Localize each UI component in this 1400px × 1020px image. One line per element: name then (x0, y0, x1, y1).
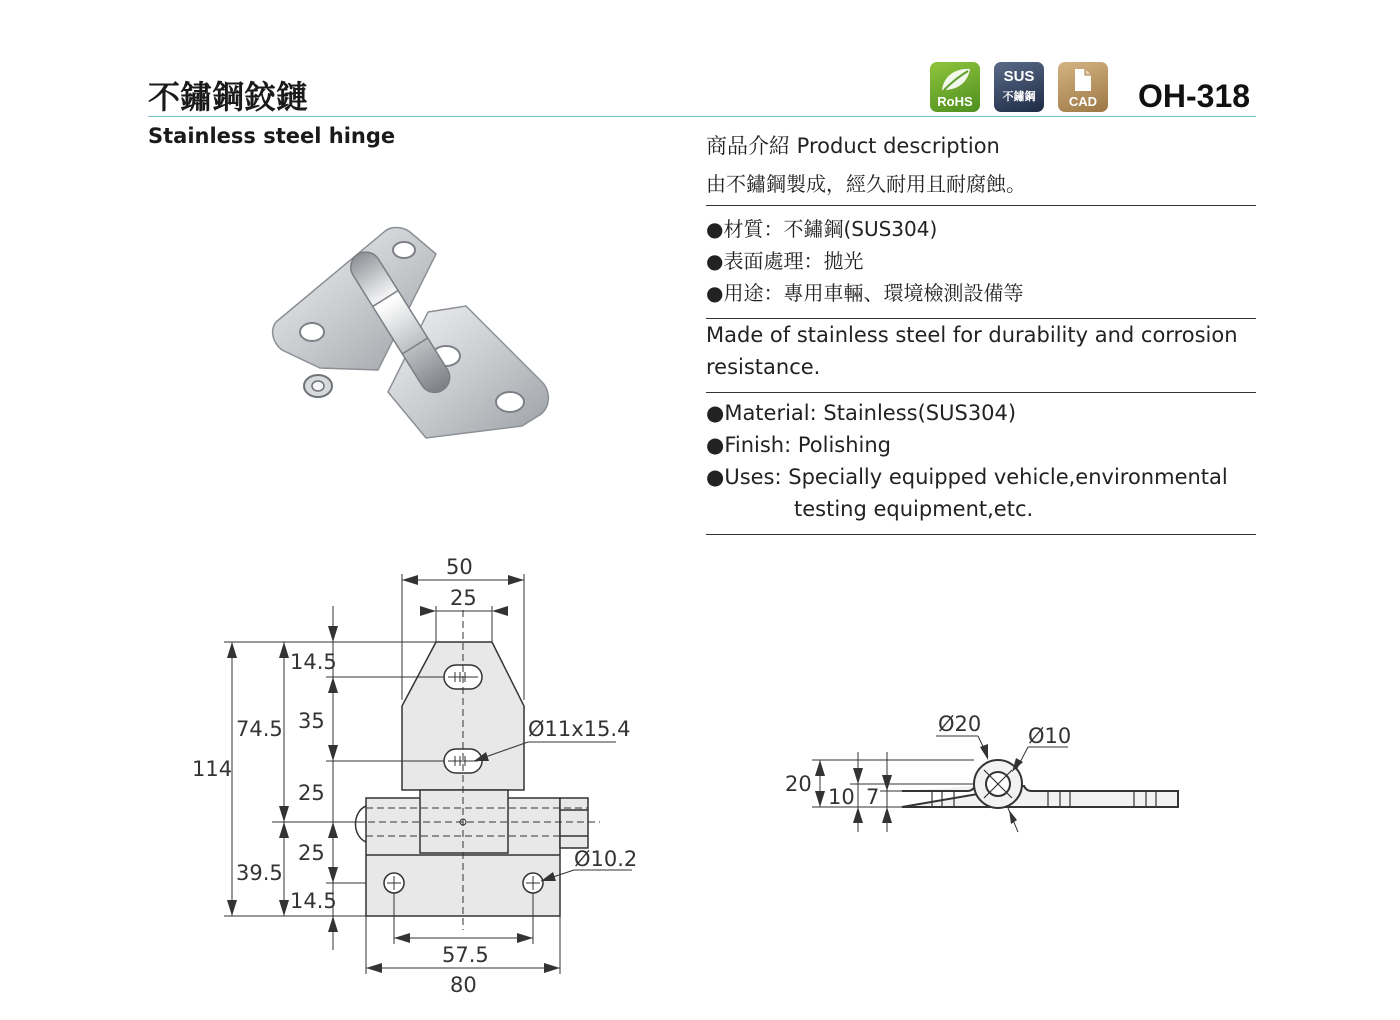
dim-height-114: 114 (192, 757, 233, 781)
page-subtitle: Stainless steel hinge (148, 124, 396, 148)
cad-label: CAD (1068, 94, 1098, 109)
sus-sublabel: 不鏽鋼 (1002, 91, 1036, 103)
model-number: OH-318 (1138, 78, 1251, 114)
spec-en-material: ●Material: Stainless(SUS304) (706, 401, 1017, 425)
front-view-drawing (180, 545, 660, 1005)
dim-height-39-5: 39.5 (236, 861, 283, 885)
dim-slot: Ø11x15.4 (528, 717, 631, 741)
dim-pitch-57-5: 57.5 (442, 943, 489, 967)
spec-en-uses-cont: testing equipment,etc. (794, 497, 1034, 521)
divider (706, 318, 1256, 319)
summary-zh: 由不鏽鋼製成，經久耐用且耐腐蝕。 (706, 172, 1026, 196)
dim-height-14-5-bottom: 14.5 (290, 889, 337, 913)
dim-height-14-5-top: 14.5 (290, 650, 337, 674)
divider (706, 205, 1256, 206)
spec-zh-uses: ●用途：專用車輛、環境檢測設備等 (706, 281, 1024, 305)
dim-diameter-10: Ø10 (1028, 724, 1072, 748)
dim-height-10: 10 (828, 785, 855, 809)
cad-badge (1058, 62, 1108, 112)
sus-badge (994, 62, 1044, 112)
file-icon (1073, 68, 1093, 92)
dim-height-25-upper: 25 (298, 781, 325, 805)
sus-label: SUS (1003, 68, 1035, 85)
dim-height-20: 20 (785, 772, 812, 796)
dim-height-35: 35 (298, 709, 325, 733)
dim-width-50: 50 (446, 555, 473, 579)
divider (706, 392, 1256, 393)
spec-zh-finish: ●表面處理：拋光 (706, 249, 864, 273)
dim-width-25: 25 (450, 586, 477, 610)
rohs-badge (930, 62, 980, 112)
leaf-icon (938, 66, 972, 94)
spec-en-finish: ●Finish: Polishing (706, 433, 892, 457)
description-heading: 商品介紹 Product description (706, 134, 1000, 158)
dim-height-74-5: 74.5 (236, 717, 283, 741)
side-view-drawing (780, 700, 1190, 845)
product-photo (260, 210, 570, 450)
spec-zh-material: ●材質：不鏽鋼(SUS304) (706, 217, 938, 241)
dim-height-25-lower: 25 (298, 841, 325, 865)
header-divider (148, 116, 1256, 117)
dim-diameter-20: Ø20 (938, 712, 982, 736)
summary-en-line2: resistance. (706, 355, 821, 379)
divider (706, 534, 1256, 535)
dim-hole: Ø10.2 (574, 847, 638, 871)
summary-en-line1: Made of stainless steel for durability and corrosion (706, 323, 1238, 347)
rohs-label: RoHS (937, 94, 973, 109)
dim-height-7: 7 (866, 785, 880, 809)
page-title: 不鏽鋼鉸鏈 (148, 78, 309, 116)
spec-en-uses: ●Uses: Specially equipped vehicle,environmental (706, 465, 1228, 489)
dim-width-80: 80 (450, 973, 477, 997)
